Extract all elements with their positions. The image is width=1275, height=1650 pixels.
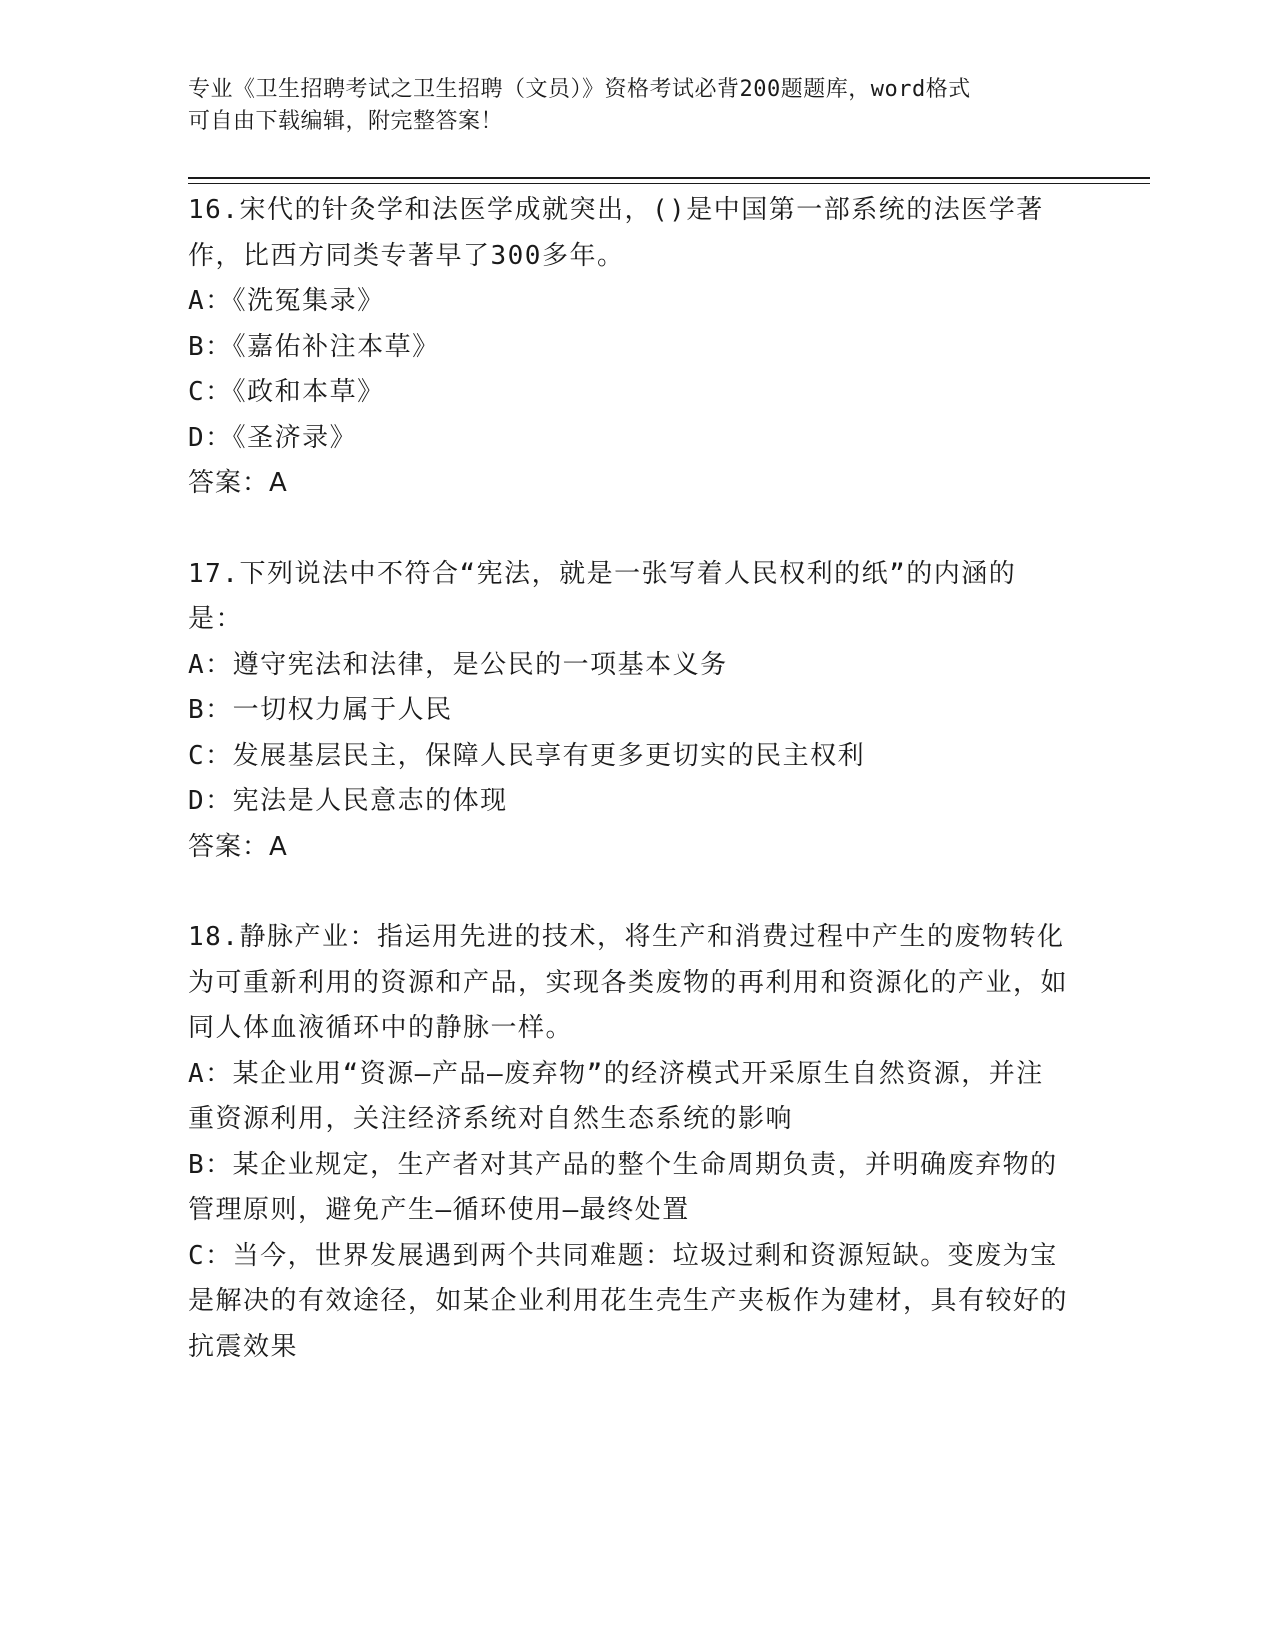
header-line-1: 专业《卫生招聘考试之卫生招聘（文员）》资格考试必背200题题库，word格式 [188, 77, 971, 102]
question-list [188, 188, 1068, 1370]
option-b: B：一切权力属于人民 [188, 695, 453, 725]
question-spacer [188, 507, 1068, 552]
option-c: C：发展基层民主，保障人民享有更多更切实的民主权利 [188, 740, 866, 771]
answer-line: 答案：A [188, 831, 288, 862]
question-spacer [188, 870, 1068, 915]
option-b: B：《嘉佑补注本草》 [188, 331, 440, 362]
option-c: C：《政和本草》 [188, 377, 385, 407]
question-stem: 16.宋代的针灸学和法医学成就突出，()是中国第一部系统的法医学著作，比西方同类专著早了300多年。 [188, 195, 1044, 271]
option-a: A：某企业用“资源—产品—废弃物”的经济模式开采原生自然资源，并注重资源利用，关注经济系统对自然生态系统的影响 [188, 1058, 1044, 1134]
question-stem: 18.静脉产业：指运用先进的技术，将生产和消费过程中产生的废物转化为可重新利用的资源和产品，实现各类废物的再利用和资源化的产业，如同人体血液循环中的静脉一样。 [188, 922, 1069, 1043]
option-a: A：遵守宪法和法律，是公民的一项基本义务 [188, 649, 728, 680]
question-stem: 17.下列说法中不符合“宪法，就是一张写着人民权利的纸”的内涵的是： [188, 558, 1017, 634]
question-18 [188, 915, 1068, 1370]
header-divider-thick [188, 177, 1150, 179]
document-header [188, 74, 1068, 138]
question-16 [188, 188, 1068, 507]
option-c: C：当今，世界发展遇到两个共同难题：垃圾过剩和资源短缺。变废为宝是解决的有效途径，如某企业利用花生壳生产夹板作为建材，具有较好的抗震效果 [188, 1240, 1069, 1362]
option-d: D：《圣济录》 [188, 422, 358, 453]
answer-line: 答案：A [188, 468, 288, 498]
option-d: D：宪法是人民意志的体现 [188, 786, 508, 816]
option-a: A：《洗冤集录》 [188, 286, 385, 316]
option-b: B：某企业规定，生产者对其产品的整个生命周期负责，并明确废弃物的管理原则，避免产生—循环使用—最终处置 [188, 1149, 1058, 1225]
question-17 [188, 552, 1068, 871]
header-line-2: 可自由下载编辑，附完整答案！ [188, 109, 504, 134]
header-divider-thin [188, 183, 1150, 184]
